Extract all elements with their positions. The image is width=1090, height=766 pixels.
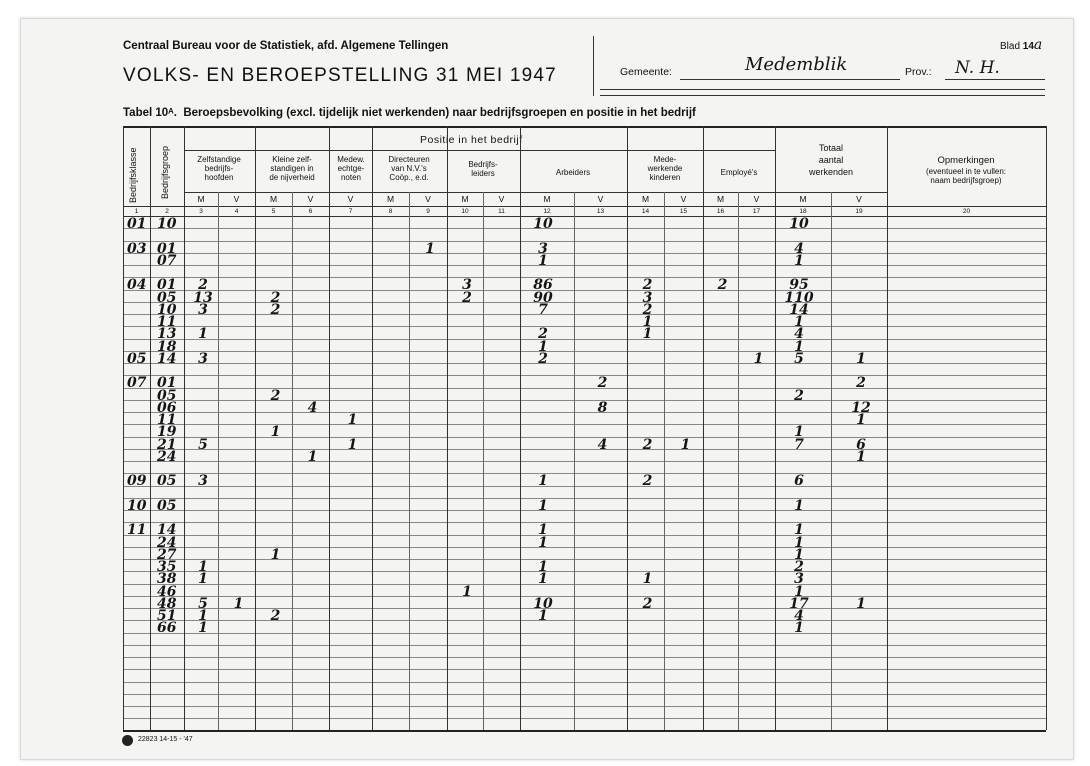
cell-value: 3: [462, 277, 472, 294]
groep-value: 46: [157, 583, 177, 600]
cell-value: 2: [538, 326, 548, 343]
cell-value: 2: [642, 473, 653, 490]
cell-value: 3: [538, 240, 548, 257]
medew-line-2: echtge-: [337, 164, 365, 173]
cell-value: 4: [794, 240, 804, 257]
medew-line-1: Medew.: [337, 155, 365, 164]
tabel-number: Tabel 10ᴬ.: [123, 107, 177, 119]
cell-value: 1: [347, 412, 358, 428]
kleine-line-2: standigen in: [270, 164, 314, 173]
column-number: 4: [234, 208, 239, 215]
cell-value: 1: [856, 350, 866, 367]
groep-value: 10: [157, 216, 177, 232]
groep-value: 18: [157, 338, 177, 355]
blad-text: Blad: [1000, 41, 1021, 52]
cell-value: 86: [533, 277, 553, 294]
column-rule: [831, 192, 832, 730]
cell-value: 1: [538, 252, 548, 269]
column-number: 13: [596, 208, 605, 215]
totaal-line-2: aantal: [818, 155, 844, 165]
column-rule: [292, 192, 293, 730]
dir-line-1: Directeuren: [388, 155, 430, 164]
row-rule: [123, 449, 1046, 450]
cell-value: 3: [198, 350, 208, 367]
header-positie: Positie in het bedrijf: [420, 134, 523, 146]
klasse-value: 01: [127, 216, 147, 232]
opm-line-1: Opmerkingen: [937, 155, 995, 166]
row-rule: [123, 412, 1046, 413]
leid-line-1: Bedrijfs-: [468, 160, 498, 169]
row-rule: [123, 645, 1046, 646]
column-rule: [1046, 126, 1047, 730]
gemeente-underline: [680, 79, 900, 80]
mkind-line-2: werkende: [647, 164, 683, 173]
row-rule: [123, 718, 1046, 719]
blad-suffix: a: [1033, 37, 1043, 53]
cell-value: 13: [193, 289, 213, 306]
column-number: 3: [199, 208, 203, 215]
cell-value: 1: [794, 314, 804, 330]
cell-value: 2: [856, 375, 866, 392]
cell-value: 1: [794, 620, 804, 637]
column-number: 16: [716, 208, 725, 215]
mv-label: V: [753, 194, 760, 204]
cell-value: 1: [425, 240, 435, 257]
groep-value: 27: [157, 546, 177, 563]
cell-value: 1: [856, 595, 866, 612]
row-rule: [123, 706, 1046, 707]
table-top-rule: [123, 126, 1046, 128]
number-bottom-rule: [123, 216, 1046, 217]
row-rule: [123, 253, 1046, 254]
column-rule: [447, 126, 448, 730]
row-rule: [123, 241, 1046, 242]
cell-value: 1: [794, 522, 804, 539]
cell-value: 7: [538, 301, 548, 318]
klasse-value: 05: [127, 350, 147, 367]
column-rule: [887, 126, 888, 730]
column-number: 10: [461, 208, 469, 215]
mv-label: V: [498, 194, 505, 204]
cell-value: 1: [753, 350, 764, 367]
header-directeuren: [373, 155, 445, 182]
column-number: 7: [348, 208, 353, 215]
cell-value: 2: [597, 375, 608, 392]
row-rule: [123, 314, 1046, 315]
groep-value: 51: [157, 608, 177, 624]
row-rule: [123, 596, 1046, 597]
census-title: VOLKS- EN BEROEPSTELLING 31 MEI 1947: [123, 65, 557, 86]
cell-value: 1: [198, 608, 208, 624]
row-rule: [123, 559, 1046, 560]
column-number: 5: [271, 208, 276, 215]
cell-value: 1: [538, 522, 548, 539]
mv-label: V: [680, 194, 687, 204]
cell-value: 2: [794, 387, 804, 404]
cell-value: 4: [307, 399, 318, 416]
mv-label: M: [543, 194, 551, 204]
cell-value: 1: [642, 571, 653, 588]
opm-line-2: (eventueel in te vullen:: [925, 167, 1007, 176]
groep-value: 14: [157, 350, 177, 367]
column-number: 17: [752, 208, 761, 215]
header-zelfstandige: [184, 155, 254, 182]
cell-value: 1: [462, 583, 472, 600]
cell-value: 14: [789, 301, 809, 318]
groep-value: 10: [157, 301, 177, 318]
gemeente-label: Gemeente:: [620, 66, 672, 78]
cell-value: 1: [538, 473, 548, 490]
column-number: 18: [799, 208, 807, 215]
column-rule: [483, 192, 484, 730]
cell-value: 1: [198, 620, 208, 637]
column-number: 14: [641, 208, 650, 215]
cell-value: 1: [794, 338, 804, 355]
cell-value: 1: [794, 252, 804, 269]
cell-value: 1: [233, 595, 244, 612]
cell-value: 1: [642, 314, 653, 330]
prov-label: Prov.:: [905, 66, 932, 78]
cell-value: 2: [270, 608, 281, 624]
groep-value: 05: [157, 387, 177, 404]
cell-value: 5: [794, 350, 804, 367]
column-rule: [372, 126, 373, 730]
groep-value: 01: [157, 240, 177, 257]
kleine-line-3: de nijverheid: [269, 173, 315, 182]
blad-number: 14: [1022, 41, 1034, 52]
mv-label: V: [347, 194, 354, 204]
positie-rule: [184, 150, 775, 151]
column-rule: [574, 192, 575, 730]
row-rule: [123, 437, 1046, 438]
row-rule: [123, 400, 1046, 401]
cell-value: 1: [538, 608, 548, 624]
mv-label: M: [461, 194, 469, 204]
mv-label: M: [799, 194, 807, 204]
cell-value: 2: [642, 301, 653, 318]
column-number: 20: [962, 208, 971, 215]
header-bedrijfsgroep: Bedrijfsgroep: [160, 145, 170, 199]
cell-value: 8: [597, 399, 608, 416]
mv-label: V: [307, 194, 314, 204]
cell-value: 12: [851, 399, 871, 416]
column-rule: [409, 192, 410, 730]
mv-label: V: [856, 194, 862, 204]
groep-value: 48: [157, 595, 177, 612]
klasse-value: 10: [127, 497, 147, 514]
row-rule: [123, 486, 1046, 487]
groep-value: 19: [157, 424, 177, 441]
leid-line-2: leiders: [471, 169, 495, 178]
cell-value: 5: [198, 595, 208, 612]
number-top-rule: [123, 206, 1046, 207]
cell-value: 3: [198, 301, 208, 318]
row-rule: [123, 473, 1046, 474]
cell-value: 6: [794, 473, 804, 490]
totaal-line-1: Totaal: [818, 143, 844, 153]
cell-value: 2: [270, 387, 281, 404]
row-rule: [123, 657, 1046, 658]
klasse-value: 09: [127, 473, 147, 490]
column-rule: [703, 126, 704, 730]
cell-value: 2: [642, 595, 653, 612]
groep-value: 05: [157, 289, 177, 306]
groep-value: 05: [157, 497, 177, 514]
column-rule: [150, 126, 151, 730]
groep-value: 21: [157, 436, 177, 453]
cell-value: 2: [538, 350, 548, 367]
groep-value: 11: [157, 314, 177, 330]
medew-line-3: noten: [340, 173, 362, 182]
row-rule: [123, 326, 1046, 327]
row-rule: [123, 510, 1046, 511]
tabel-description: Beroepsbevolking (excl. tijdelijk niet werkenden) naar bedrijfsgroepen en positie in het bedrijf: [183, 107, 696, 119]
column-rule: [775, 126, 776, 730]
mkind-line-3: kinderen: [649, 173, 681, 182]
header-medewerkende: [627, 155, 703, 182]
groep-value: 14: [157, 522, 177, 539]
totaal-line-3: werkenden: [808, 167, 854, 177]
print-code: 22823 14-15 - '47: [138, 736, 193, 743]
row-rule: [123, 682, 1046, 683]
cell-value: 1: [794, 546, 804, 563]
zelf-line-3: hoofden: [204, 173, 234, 182]
row-rule: [123, 228, 1046, 229]
cell-value: 2: [198, 277, 208, 294]
row-rule: [123, 694, 1046, 695]
census-sheet: [20, 18, 1074, 760]
row-rule: [123, 522, 1046, 523]
column-rule: [184, 126, 185, 730]
column-rule: [627, 126, 628, 730]
header-divider: [593, 36, 594, 96]
cell-value: 10: [789, 216, 809, 232]
cell-value: 3: [794, 571, 804, 588]
klasse-value: 07: [127, 375, 147, 392]
row-rule: [123, 620, 1046, 621]
header-rule-1: [600, 89, 1045, 90]
cell-value: 10: [533, 216, 553, 232]
column-number: 15: [679, 208, 688, 215]
column-number: 9: [426, 208, 430, 215]
column-rule: [738, 192, 739, 730]
column-rule: [123, 126, 124, 730]
cell-value: 1: [856, 448, 866, 465]
groep-value: 35: [157, 559, 177, 575]
row-rule: [123, 461, 1046, 462]
row-rule: [123, 535, 1046, 536]
cell-value: 3: [198, 473, 208, 490]
cell-value: 95: [789, 277, 809, 294]
mv-label: V: [425, 194, 431, 204]
zelf-line-1: Zelfstandige: [197, 155, 241, 164]
groep-value: 24: [157, 534, 177, 551]
mv-label: M: [197, 194, 205, 204]
column-number: 1: [134, 208, 139, 215]
header-opmerkingen: [887, 155, 1045, 185]
mv-label: V: [597, 194, 604, 204]
cell-value: 4: [794, 608, 804, 624]
row-rule: [123, 547, 1046, 548]
cell-value: 7: [794, 436, 804, 453]
groep-value: 06: [157, 399, 177, 416]
dir-line-2: van N.V.'s: [391, 164, 427, 173]
groep-value: 66: [157, 620, 177, 637]
column-rule: [329, 126, 330, 730]
row-rule: [123, 290, 1046, 291]
row-rule: [123, 669, 1046, 670]
mv-label: M: [641, 194, 650, 204]
groep-value: 01: [157, 277, 177, 294]
cell-value: 2: [462, 289, 472, 306]
row-rule: [123, 265, 1046, 266]
cell-value: 1: [794, 424, 804, 441]
row-rule: [123, 388, 1046, 389]
column-number: 19: [855, 208, 863, 215]
cell-value: 1: [538, 338, 548, 355]
groep-value: 05: [157, 473, 177, 490]
groep-value: 01: [157, 375, 177, 392]
column-number: 11: [498, 208, 505, 215]
column-rule: [520, 126, 521, 730]
cell-value: 2: [642, 277, 653, 294]
mv-label: M: [716, 194, 725, 204]
row-rule: [123, 571, 1046, 572]
cell-value: 1: [856, 412, 866, 428]
groep-value: 24: [157, 448, 177, 465]
cell-value: 2: [717, 277, 728, 294]
opm-line-3: naam bedrijfsgroep): [930, 176, 1002, 185]
cell-value: 1: [347, 436, 358, 453]
cell-value: 1: [538, 571, 548, 588]
groep-value: 13: [157, 326, 177, 343]
cell-value: 90: [533, 289, 553, 306]
row-rule: [123, 375, 1046, 376]
cell-value: 5: [198, 436, 208, 453]
cell-value: 1: [198, 559, 208, 575]
cell-value: 1: [198, 326, 208, 343]
cell-value: 1: [538, 559, 548, 575]
row-rule: [123, 584, 1046, 585]
row-rule: [123, 302, 1046, 303]
cell-value: 1: [270, 424, 281, 441]
header-arbeiders: Arbeiders: [555, 168, 591, 177]
cell-value: 2: [794, 559, 804, 575]
row-rule: [123, 498, 1046, 499]
prov-value: N. H.: [955, 58, 1000, 78]
cell-value: 1: [794, 497, 804, 514]
column-number: 2: [165, 208, 169, 215]
cell-value: 6: [856, 436, 866, 453]
cell-value: 1: [680, 436, 691, 453]
klasse-value: 11: [127, 522, 147, 539]
cell-value: 1: [642, 326, 653, 343]
column-number: 6: [308, 208, 313, 215]
dir-line-3: Coöp., e.d.: [389, 173, 429, 182]
row-rule: [123, 351, 1046, 352]
klasse-value: 04: [127, 277, 147, 294]
groep-value: 07: [157, 252, 177, 269]
cell-value: 2: [270, 289, 281, 306]
cell-value: 10: [533, 595, 553, 612]
zelf-line-2: bedrijfs-: [204, 164, 234, 173]
kleine-line-1: Kleine zelf-: [272, 155, 312, 164]
cell-value: 110: [784, 289, 814, 306]
header-bedrijfsleiders: [447, 160, 519, 178]
row-rule: [123, 277, 1046, 278]
mkind-line-1: Mede-: [653, 155, 677, 164]
column-number: 8: [388, 208, 393, 215]
blad-label: [1000, 37, 1042, 53]
gemeente-value: Medemblik: [745, 54, 848, 75]
row-rule: [123, 608, 1046, 609]
column-rule: [218, 192, 219, 730]
cell-value: 2: [270, 301, 281, 318]
mv-rule: [184, 192, 887, 193]
cell-value: 17: [789, 595, 809, 612]
printer-logo: [122, 735, 133, 746]
cell-value: 1: [198, 571, 208, 588]
column-number: 12: [543, 208, 551, 215]
header-medew: [330, 155, 372, 182]
groep-value: 38: [157, 571, 177, 588]
row-rule: [123, 424, 1046, 425]
cell-value: 1: [538, 534, 548, 551]
cell-value: 1: [538, 497, 548, 514]
mv-label: M: [269, 194, 278, 204]
table-title: [123, 107, 696, 119]
header-employes: Employé's: [720, 168, 758, 177]
row-rule: [123, 339, 1046, 340]
row-rule: [123, 633, 1046, 634]
mv-label: V: [233, 194, 240, 204]
mv-label: M: [386, 194, 395, 204]
cell-value: 4: [794, 326, 804, 343]
prov-underline: [945, 79, 1045, 80]
table-bottom-rule: [123, 730, 1046, 732]
bureau-name: Centraal Bureau voor de Statistiek, afd. Algemene Tellingen: [123, 40, 449, 52]
cell-value: 1: [794, 534, 804, 551]
header-kleine: [256, 155, 328, 182]
row-rule: [123, 363, 1046, 364]
column-rule: [255, 126, 256, 730]
column-rule: [664, 192, 665, 730]
groep-value: 11: [157, 412, 177, 428]
header-totaal: [776, 142, 886, 178]
cell-value: 1: [794, 583, 804, 600]
cell-value: 2: [642, 436, 653, 453]
cell-value: 1: [270, 546, 281, 563]
cell-value: 4: [597, 436, 608, 453]
header-rule-2: [600, 95, 1045, 96]
cell-value: 1: [307, 448, 318, 465]
header-bedrijfsklasse: Bedrijfsklasse: [128, 147, 138, 203]
cell-value: 3: [642, 289, 653, 306]
klasse-value: 03: [127, 240, 147, 257]
